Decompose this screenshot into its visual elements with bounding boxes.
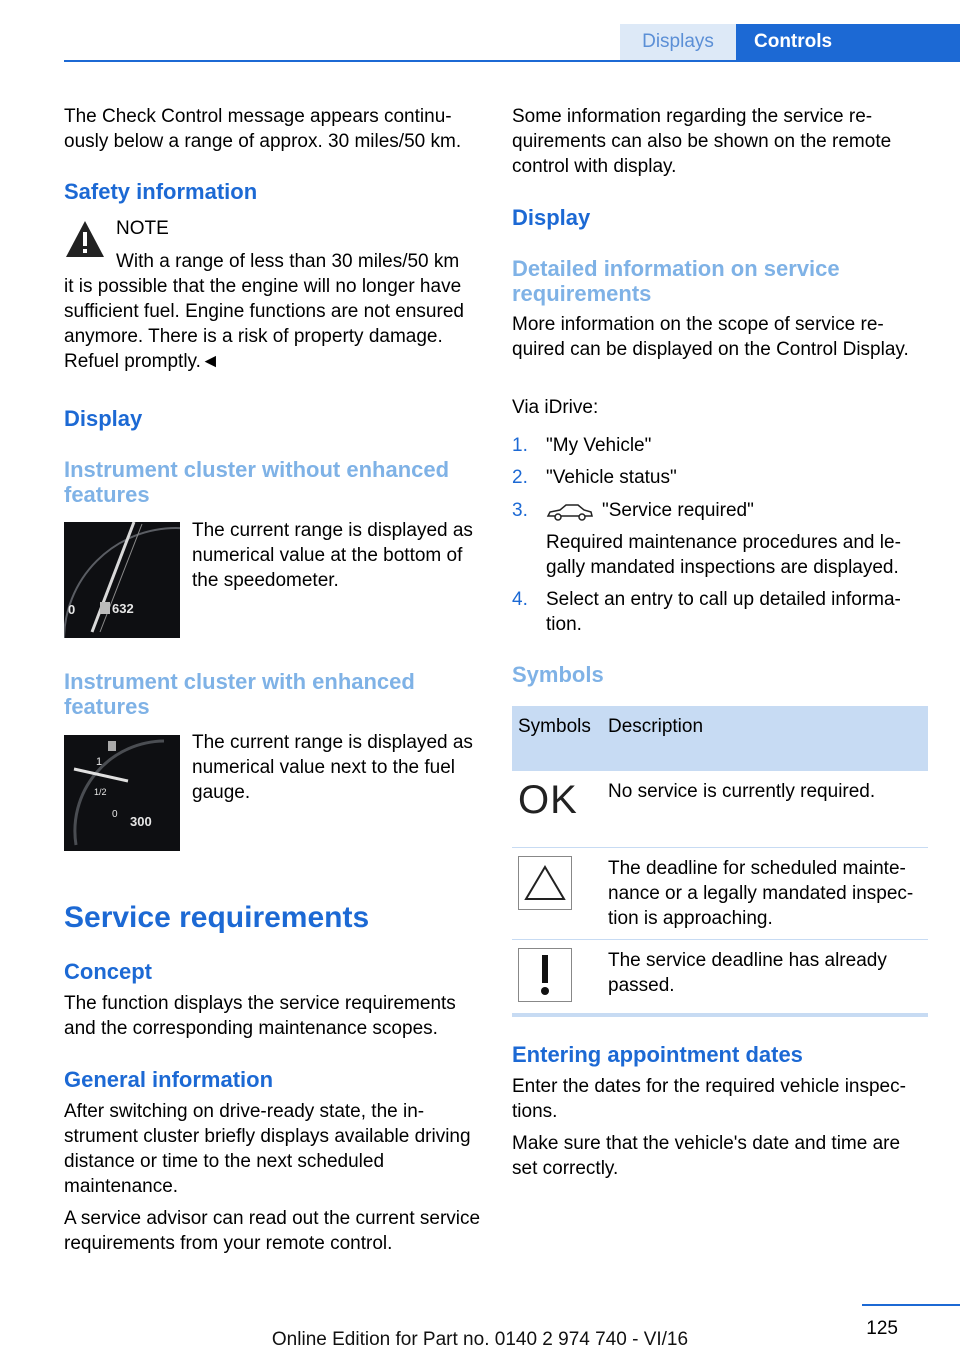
step-number: 2.: [512, 467, 528, 488]
table-row: [512, 939, 928, 1015]
detailed-info-heading: Detailed information on service requirements: [512, 256, 840, 306]
detailed-info-text: More information on the scope of service required can be displayed on the Control Display.: [512, 314, 909, 360]
right-display-heading: Display: [512, 205, 591, 230]
step-my-vehicle[interactable]: "My Vehicle": [546, 435, 652, 456]
step-select-entry: Select an entry to call up detailed information.: [546, 589, 901, 635]
service-requirements-heading: Service requirements: [64, 901, 370, 934]
gauge-range: 300: [130, 814, 152, 829]
gauge-one: 1: [96, 756, 103, 768]
display-heading: Display: [64, 406, 143, 431]
cluster-without-heading: Instrument cluster without enhanced features: [64, 457, 450, 507]
range-message-text: The Check Control message appears continuously below a range of approx. 30 miles/50 km.: [64, 106, 462, 152]
cluster-with-heading: Instrument cluster with enhanced features: [64, 669, 415, 719]
triangle-icon: [518, 856, 572, 910]
step-vehicle-status[interactable]: "Vehicle status": [546, 467, 677, 488]
fuel-pump-icon: [100, 602, 110, 614]
car-icon: [546, 502, 594, 522]
warning-icon: [64, 219, 106, 261]
gauge-half: 1/2: [94, 787, 107, 797]
step-number: 4.: [512, 589, 528, 610]
symbol-cell: [512, 771, 602, 847]
symbol-cell: [512, 939, 602, 1015]
speedo-range: 632: [112, 601, 134, 616]
safety-heading: Safety information: [64, 179, 258, 204]
description-cell: No service is currently required.: [602, 771, 928, 847]
gauge-zero: 0: [112, 809, 118, 820]
step-service-required[interactable]: "Service required": [602, 500, 754, 521]
ok-symbol: OK: [518, 778, 578, 822]
table-row: [512, 847, 928, 939]
remote-info-text: Some information regarding the service requirements can also be shown on the remote control with display.: [512, 106, 892, 177]
note-text: it is possible that the engine will no longer have sufficient fuel. Engine functions are not ensured anymore. There is a risk of property damage. Refuel promptly.◄: [64, 276, 464, 372]
general-text-2: A service advisor can read out the current service requirements from your remote control.: [64, 1208, 481, 1254]
exclamation-icon: [518, 948, 572, 1002]
footer-rule: [862, 1304, 960, 1306]
symbols-heading: Symbols: [512, 662, 604, 687]
tab-controls[interactable]: Controls: [736, 24, 960, 60]
symbols-table: [512, 706, 928, 1017]
speedo-zero: 0: [68, 602, 76, 617]
table-row: [512, 771, 928, 847]
entering-text-2: Make sure that the vehicle's date and time are set correctly.: [512, 1133, 901, 1179]
col-symbols-header: Symbols: [512, 706, 602, 771]
general-heading: General information: [64, 1067, 274, 1092]
via-idrive: Via iDrive:: [512, 397, 599, 418]
fuel-gauge-image: [64, 735, 180, 851]
entering-text-1: Enter the dates for the required vehicle inspections.: [512, 1076, 906, 1122]
col-description-header: Description: [602, 706, 928, 771]
concept-heading: Concept: [64, 959, 152, 984]
step-number: 1.: [512, 435, 528, 456]
description-cell: The deadline for scheduled maintenance or a legally mandated inspection is approaching.: [602, 847, 928, 939]
header-rule: [64, 60, 960, 62]
step-service-required-sub: Required maintenance procedures and legally mandated inspections are displayed.: [546, 532, 901, 578]
speedometer-image: [64, 522, 180, 638]
general-text-1: After switching on drive-ready state, the instrument cluster briefly displays available driving distance or time to the next scheduled maintenance.: [64, 1101, 471, 1197]
page-number: 125: [866, 1318, 898, 1339]
step-number: 3.: [512, 500, 528, 521]
symbol-cell: [512, 847, 602, 939]
concept-text: The function displays the service requirements and the corresponding maintenance scopes.: [64, 993, 456, 1039]
entering-heading: Entering appointment dates: [512, 1042, 803, 1067]
cluster-without-text: The current range is displayed as numerical value at the bottom of the speedometer.: [192, 520, 473, 591]
note-first-line: With a range of less than 30 miles/50 km: [116, 251, 460, 272]
tab-displays[interactable]: Displays: [620, 24, 736, 60]
description-cell: The service deadline has already passed.: [602, 939, 928, 1015]
edition-footer: Online Edition for Part no. 0140 2 974 740 - VI/16: [271, 1329, 689, 1350]
note-label: NOTE: [116, 218, 169, 239]
table-header-row: [512, 706, 928, 771]
cluster-with-text: The current range is displayed as numerical value next to the fuel gauge.: [192, 732, 473, 803]
